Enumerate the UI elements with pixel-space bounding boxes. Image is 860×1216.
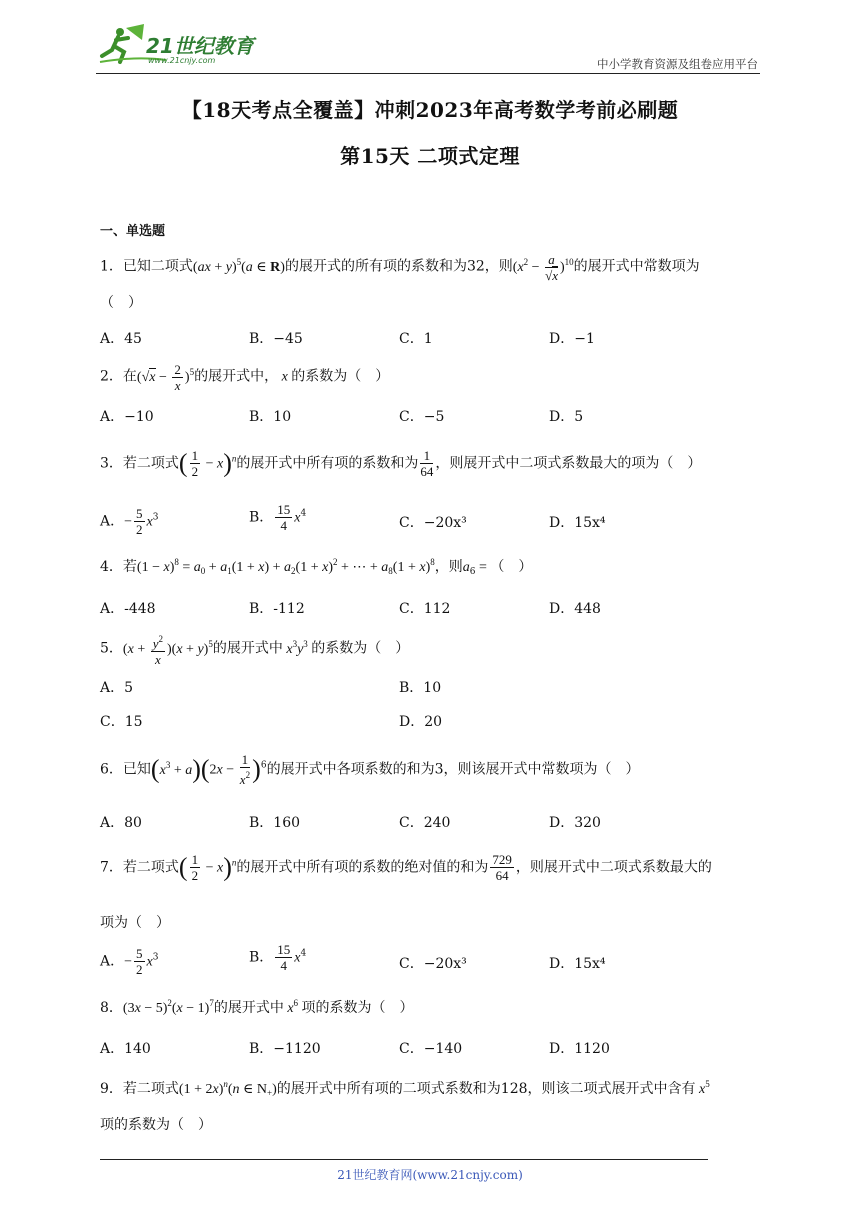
q7-option-d[interactable]: D．15x⁴ <box>549 956 606 972</box>
header-platform-text: 中小学教育资源及组卷应用平台 <box>597 57 758 71</box>
q4-option-b[interactable]: B．-112 <box>249 601 305 617</box>
q6-option-c[interactable]: C．240 <box>399 815 451 831</box>
q5-option-a[interactable]: A．5 <box>100 680 134 696</box>
question-4: 4．若$(1 - x)^8 = a_0 + a_1(1 + x) + a_2(1 + x)^2$ + ⋯ + $a_8(1 + x)^8$，则$a_6$ = （ ） <box>100 557 533 577</box>
question-7: 7．若二项式( $\frac{1}{2}$ − x)$^n$的展开式中所有项的系数的绝对值的和为 $\frac{729}{64}$ ，则展开式中二项式系数最大的 <box>100 852 712 883</box>
question-1: 1．已知二项式(ax + y)$^5$(a ∈ R)的展开式的所有项的系数和为32，则($x^2$ − $\frac{a}{√x}$ )$^{10}$的展开式中常数项为 <box>100 252 700 283</box>
logo-text: 21世纪教育 <box>146 34 254 58</box>
q4-option-d[interactable]: D．448 <box>549 601 601 617</box>
q8-option-a[interactable]: A．140 <box>100 1041 151 1057</box>
q7-option-c[interactable]: C．−20x³ <box>399 956 467 972</box>
page-title: 【18天考点全覆盖】冲刺2023年高考数学考前必刷题 <box>181 98 679 122</box>
q1-option-a[interactable]: A．45 <box>100 331 142 347</box>
q5-option-b[interactable]: B．10 <box>399 680 442 696</box>
q1-option-b[interactable]: B．−45 <box>249 331 303 347</box>
q2-option-d[interactable]: D．5 <box>549 409 584 425</box>
q4-option-c[interactable]: C．112 <box>399 601 451 617</box>
question-3: 3．若二项式( $\frac{1}{2}$ − x)$^n$的展开式中所有项的系数和为 $\frac{1}{64}$ ，则展开式中二项式系数最大的项为（ ） <box>100 448 702 479</box>
question-1-paren: （ ） <box>100 295 142 311</box>
q8-option-c[interactable]: C．−140 <box>399 1041 463 1057</box>
q8-option-d[interactable]: D．1120 <box>549 1041 610 1057</box>
q7-option-a[interactable]: A．− $\frac{5}{2}$ $x^3$ <box>100 946 159 977</box>
q5-option-c[interactable]: C．15 <box>100 714 143 730</box>
q2-option-b[interactable]: B．10 <box>249 409 292 425</box>
question-5: 5．(x + $\frac{y^2}{x}$ )$(x + y)^5$的展开式中 $x^3y^3$ 的系数为（ ） <box>100 634 410 667</box>
question-9-line2: 项的系数为（ ） <box>100 1117 212 1133</box>
question-7-line2: 项为（ ） <box>100 915 170 931</box>
question-6: 6．已知$(x^3 + a)(2x$ − $\frac{1}{x^2}$ )$^6$的展开式中各项系数的和为3，则该展开式中常数项为（ ） <box>100 752 640 787</box>
page-subtitle: 第15天 二项式定理 <box>340 144 520 168</box>
q3-option-c[interactable]: C．−20x³ <box>399 515 467 531</box>
q6-option-d[interactable]: D．320 <box>549 815 601 831</box>
q7-option-b[interactable]: B． $\frac{15}{4}$ $x^4$ <box>249 942 307 973</box>
q3-option-a[interactable]: A．− $\frac{5}{2}$ $x^3$ <box>100 506 159 537</box>
q2-option-c[interactable]: C．−5 <box>399 409 445 425</box>
q4-option-a[interactable]: A．-448 <box>100 601 156 617</box>
question-9: 9．若二项式$(1 + 2x)^n(n$ ∈ $N_+$)的展开式中所有项的二项式系数和为128，则该二项式展开式中含有 $x^5$ <box>100 1079 710 1098</box>
question-8: 8．$(3x - 5)^2(x - 1)^7$的展开式中 $x^6$ 项的系数为（ ） <box>100 998 414 1016</box>
q5-option-d[interactable]: D．20 <box>399 714 443 730</box>
question-2: 2．在(√x − $\frac{2}{x}$ )$^5$的展开式中， x 的系数为（ ） <box>100 362 390 393</box>
q3-option-d[interactable]: D．15x⁴ <box>549 515 606 531</box>
footer-link[interactable]: 21世纪教育网(www.21cnjy.com) <box>337 1168 523 1182</box>
site-logo <box>96 22 266 70</box>
section-heading: 一、单选题 <box>100 224 166 239</box>
q6-option-a[interactable]: A．80 <box>100 815 142 831</box>
header-divider <box>96 73 760 74</box>
logo-url: www.21cnjy.com <box>148 56 216 65</box>
q2-option-a[interactable]: A．−10 <box>100 409 154 425</box>
q1-option-c[interactable]: C．1 <box>399 331 433 347</box>
q3-option-b[interactable]: B． $\frac{15}{4}$ $x^4$ <box>249 502 307 533</box>
q6-option-b[interactable]: B．160 <box>249 815 301 831</box>
footer-divider <box>100 1159 708 1160</box>
q1-option-d[interactable]: D．−1 <box>549 331 595 347</box>
q8-option-b[interactable]: B．−1120 <box>249 1041 321 1057</box>
